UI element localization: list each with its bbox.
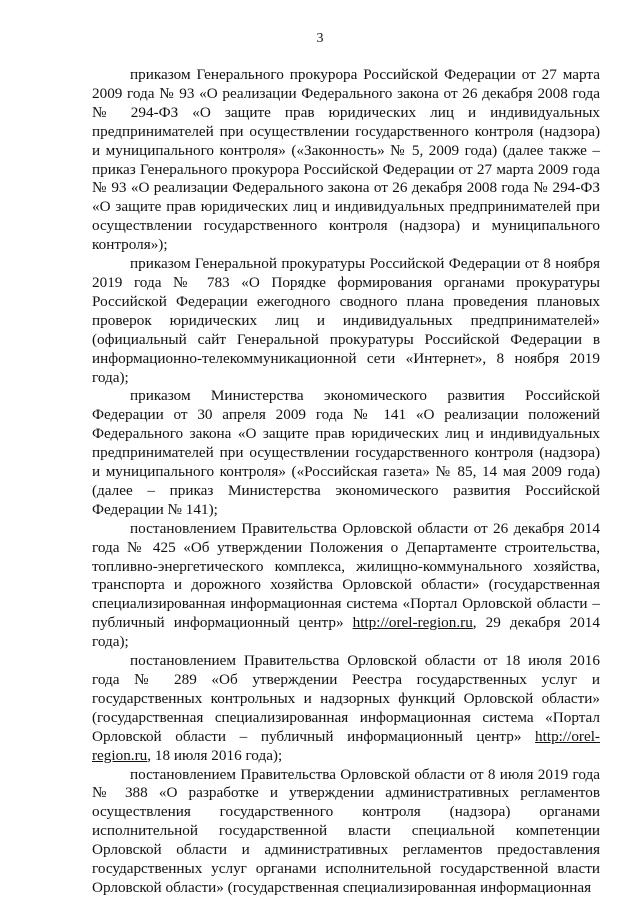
paragraph-text: постановлением Правительства Орловской области от 8 июля 2019 года № 388 «О разработке и утверждении административных регламентов осуществления государственного контроля (надзора) органами исполнительной государственной власти специальной компетенции Орловской области и административных регламентов предоставления государственных услуг органами исполнительной государственной власти Орловской области» (государственная специализированная информационная <box>92 765 600 896</box>
paragraph-text: приказом Генеральной прокуратуры Российской Федерации от 8 ноября 2019 года № 783 «О Порядке формирования органами прокуратуры Российской Федерации ежегодного сводного плана проведения плановых проверок юридических лиц и индивидуальных предпринимателей» (официальный сайт Генеральной прокуратуры Российской Федерации в информационно-телекоммуникационной сети «Интернет», 8 ноября 2019 года); <box>92 255 600 386</box>
paragraph-text: приказом Генерального прокурора Российской Федерации от 27 марта 2009 года № 93 «О реализации Федерального закона от 26 декабря 2008 года № 294-ФЗ «О защите прав юридических лиц и индивидуальных предпринимателей при осуществлении государственного контроля (надзора) и муниципального контроля» («Законность» № 5, 2009 года) (далее также – приказ Генерального прокурора Российской Федерации от 27 марта 2009 года № 93 «О реализации Федерального закона от 26 декабря 2008 года № 294-ФЗ «О защите прав юридических лиц и индивидуальных предпринимателей при осуществлении государственного контроля (надзора) и муниципального контроля»); <box>92 66 600 254</box>
paragraph-text: постановлением Правительства Орловской области от 18 июля 2016 года № 289 «Об утверждении Реестра государственных услуг и государственных контрольных и надзорных функций Орловской области» (государственная специализированная информационная система «Портал Орловской области – публичный информационный центр» <box>92 652 600 745</box>
paragraph <box>92 652 600 765</box>
region-portal-link[interactable]: http://orel-region.ru <box>352 614 473 632</box>
paragraph <box>92 255 600 387</box>
paragraph-text: , 18 июля 2016 года); <box>147 746 283 764</box>
paragraph <box>92 66 600 255</box>
document-body <box>92 66 600 898</box>
region-portal-link[interactable]: http://orel-region.ru <box>92 727 600 764</box>
paragraph <box>92 766 600 898</box>
paragraph <box>92 520 600 652</box>
page-number: 3 <box>316 31 324 46</box>
paragraph-text: , 29 декабря 2014 года); <box>92 614 600 651</box>
paragraph-text: приказом Министерства экономического развития Российской Федерации от 30 апреля 2009 года № 141 «О реализации положений Федерального закона «О защите прав юридических лиц и индивидуальных предпринимателей при осуществлении государственного контроля (надзора) и муниципального контроля» («Российская газета» № 85, 14 мая 2009 года) (далее – приказ Министерства экономического развития Российской Федерации № 141); <box>92 387 600 518</box>
paragraph-text: постановлением Правительства Орловской области от 26 декабря 2014 года № 425 «Об утверждении Положения о Департаменте строительства, топливно-энергетического комплекса, жилищно-коммунального хозяйства, транспорта и дорожного хозяйства Орловской области» (государственная специализированная информационная система «Портал Орловской области – публичный информационный центр» <box>92 519 600 632</box>
paragraph <box>92 387 600 519</box>
